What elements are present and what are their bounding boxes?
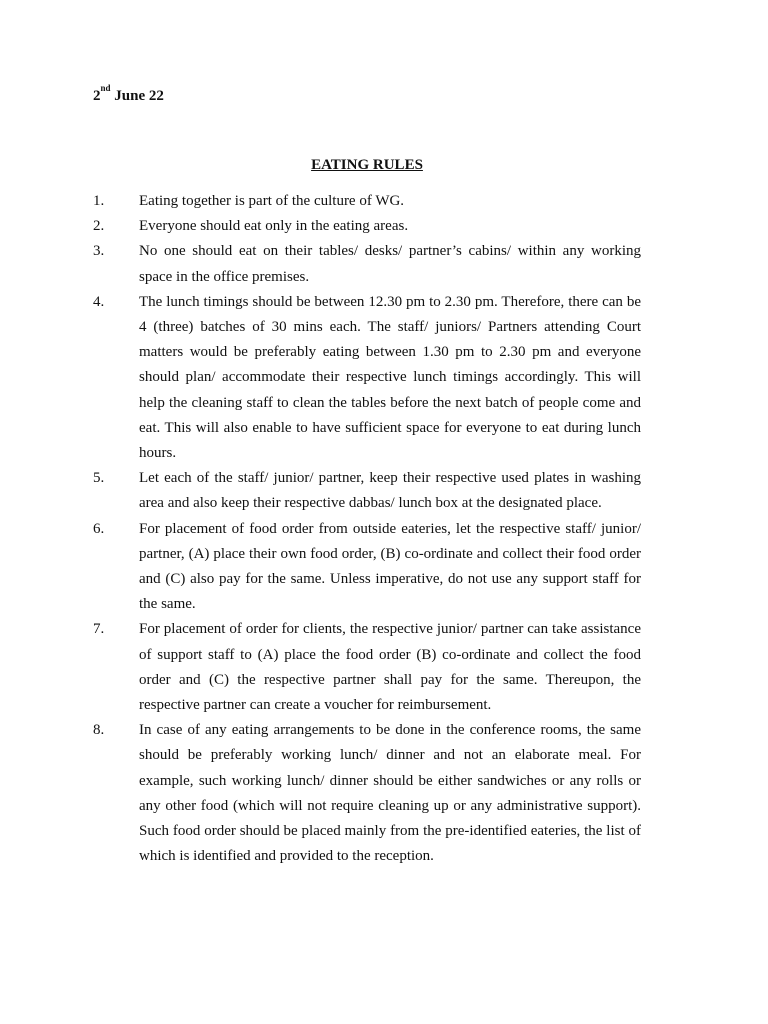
rule-item [93,290,641,466]
rule-item [93,517,641,618]
rule-text: The lunch timings should be between 12.30 pm to 2.30 pm. Therefore, there can be 4 (three) batches of 30 mins each. The staff/ juniors/ Partners attending Court matters would be preferably eating between 1.30 pm to 2.30 pm and everyone should plan/ accommodate their respective lunch timings accordingly. This will help the cleaning staff to clean the tables before the next batch of people come and eat. This will also enable to have sufficient space for everyone to eat during lunch hours. [139,293,641,462]
rule-number: 8. [93,722,105,739]
rule-item [93,239,641,289]
rule-number: 5. [93,470,105,487]
rule-text: For placement of order for clients, the respective junior/ partner can take assistance of support staff to (A) place the food order (B) co-ordinate and collect the food order and (C) the respective partner shall pay for the same. Thereupon, the respective partner can create a voucher for reimbursement. [139,621,641,714]
rule-text: No one should eat on their tables/ desks/ partner’s cabins/ within any working space in the office premises. [139,243,641,285]
rule-item [93,189,641,214]
rule-number: 7. [93,621,105,638]
rule-item [93,718,641,869]
document-title: EATING RULES [311,157,423,173]
rule-number: 1. [93,193,105,209]
rule-item [93,617,641,718]
rule-number: 3. [93,243,105,260]
rule-number: 2. [93,218,105,235]
rule-text: In case of any eating arrangements to be done in the conference rooms, the same should be preferably working lunch/ dinner and not an elaborate meal. For example, such working lunch/ dinner should be either sandwiches or any rolls or any other food (which will not require cleaning up or any administrative support). Such food order should be placed mainly from the pre-identified eateries, the list of which is identified and provided to the reception. [139,722,641,865]
date-suffix: nd [100,83,111,93]
rule-number: 4. [93,293,105,310]
document-date [93,83,164,106]
rules-list [93,189,641,869]
rule-item [93,214,641,239]
date-day: 2 [93,88,101,104]
date-rest: June 22 [110,88,164,104]
rule-number: 6. [93,520,105,537]
rule-text: For placement of food order from outside eateries, let the respective staff/ junior/ partner, (A) place their own food order, (B) co-ordinate and collect their food order and (C) also pay for the same. Unless imperative, do not use any support staff for the same. [139,520,641,613]
rule-text: Everyone should eat only in the eating areas. [139,218,409,235]
rule-item [93,466,641,516]
rule-text: Let each of the staff/ junior/ partner, keep their respective used plates in washing area and also keep their respective dabbas/ lunch box at the designated place. [139,470,641,512]
rule-text: Eating together is part of the culture of WG. [139,193,405,209]
